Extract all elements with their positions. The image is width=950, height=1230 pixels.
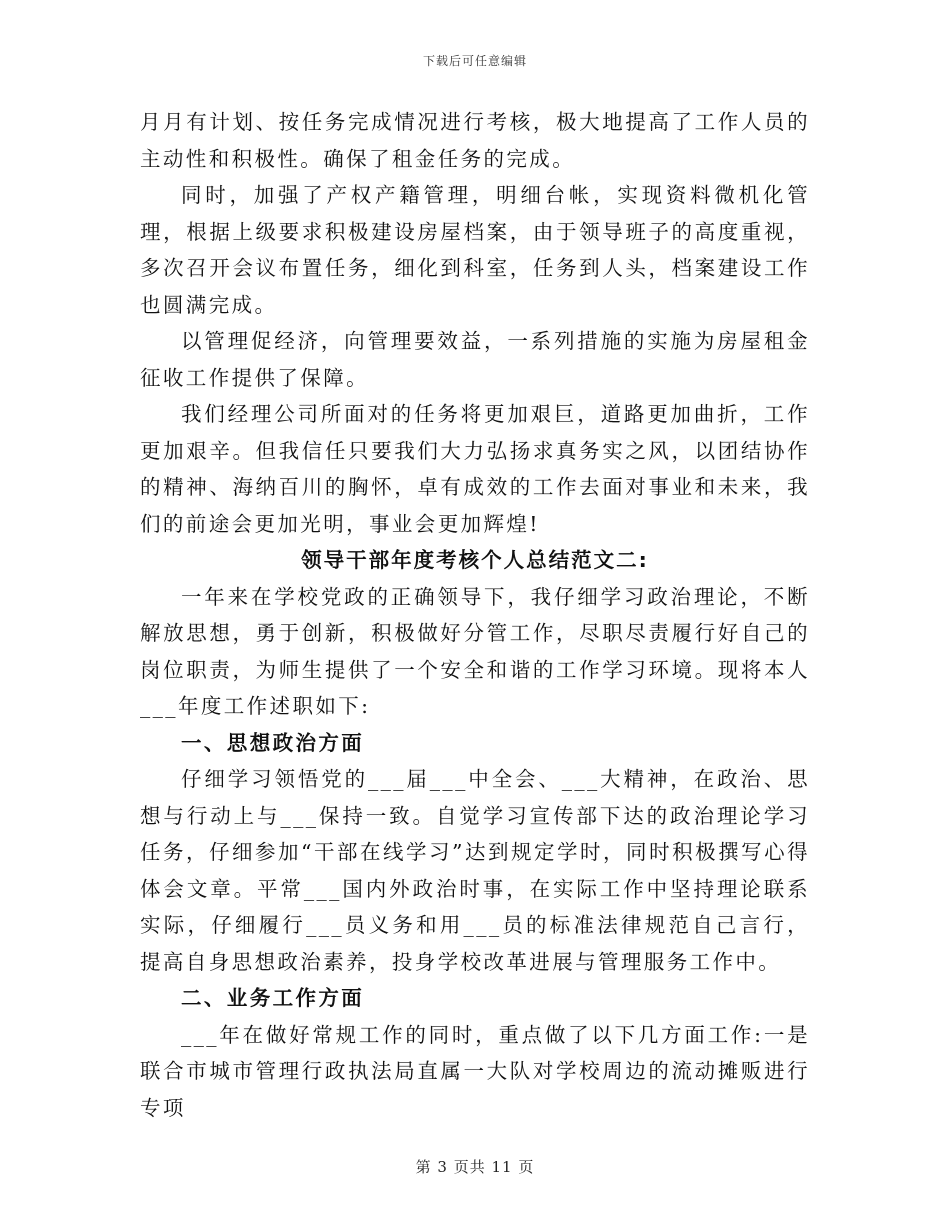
section-title: 领导干部年度考核个人总结范文二: (301, 548, 649, 572)
paragraph-continuation: 月月有计划、按任务完成情况进行考核，极大地提高了工作人员的主动性和积极性。确保了租金任务的完成。 (140, 110, 810, 171)
document-body (140, 104, 810, 1126)
page-number: 第 3 页共 11 页 (415, 1158, 535, 1176)
paragraph-outlook: 我们经理公司所面对的任务将更加艰巨，道路更加曲折，工作更加艰辛。但我信任只要我们大力弘扬求真务实之风，以团结协作的精神、海纳百川的胸怀，卓有成效的工作去面对事业和未来，我们的前途会更加光明，事业会更加辉煌! (140, 402, 810, 536)
paragraph-political-thought: 仔细学习领悟党的___届___中全会、___大精神，在政治、思想与行动上与___保持一致。自觉学习宣传部下达的政治理论学习任务，仔细参加“干部在线学习”达到规定学时，同时积极撰写心得体会文章。平常___国内外政治时事，在实际工作中坚持理论联系实际，仔细履行___员义务和用___员的标准法律规范自己言行，提高自身思想政治素养，投身学校改革进展与管理服务工作中。 (140, 767, 810, 974)
page-header-note: 下载后可任意编辑 (422, 54, 527, 68)
heading-political-thought: 一、思想政治方面 (181, 730, 365, 755)
paragraph-management-economy: 以管理促经济，向管理要效益，一系列措施的实施为房屋租金征收工作提供了保障。 (140, 329, 810, 390)
paragraph-property-management: 同时，加强了产权产籍管理，明细台帐，实现资料微机化管理，根据上级要求积极建设房屋档案，由于领导班子的高度重视，多次召开会议布置任务，细化到科室，任务到人头，档案建设工作也圆满完成。 (140, 183, 810, 317)
paragraph-business-work: ___年在做好常规工作的同时，重点做了以下几方面工作:一是联合市城市管理行政执法局直属一大队对学校周边的流动摊贩进行专项 (140, 1022, 810, 1120)
heading-business-work: 二、业务工作方面 (181, 986, 365, 1010)
paragraph-intro: 一年来在学校党政的正确领导下，我仔细学习政治理论，不断解放思想，勇于创新，积极做好分管工作，尽职尽责履行好自己的岗位职责，为师生提供了一个安全和谐的工作学习环境。现将本人___年度工作述职如下: (140, 584, 810, 718)
